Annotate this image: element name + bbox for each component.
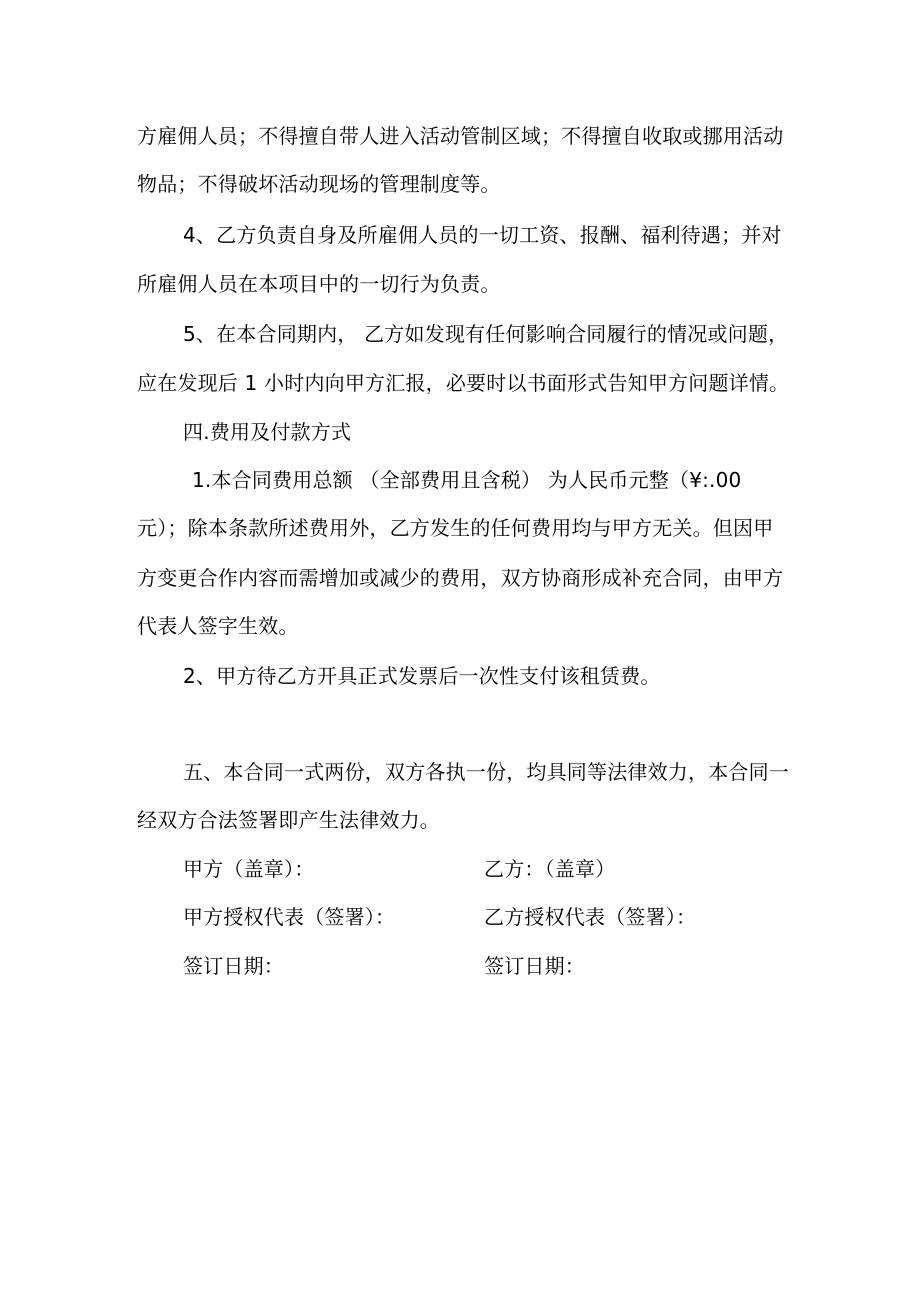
paragraph-line: 经双方合法签署即产生法律效力。 — [137, 808, 440, 832]
paragraph-line: 方雇佣人员；不得擅自带人进入活动管制区域；不得擅自收取或挪用活动 — [137, 124, 784, 148]
paragraph-line: 所雇佣人员在本项目中的一切行为负责。 — [137, 272, 501, 296]
paragraph-line: 应在发现后 1 小时内向甲方汇报，必要时以书面形式告知甲方问题详情。 — [137, 371, 790, 395]
party-a-rep-label: 甲方授权代表（签署）： — [183, 905, 396, 929]
clause-5-line: 5、在本合同期内， 乙方如发现有任何影响合同履行的情况或问题， — [183, 322, 789, 346]
party-b-rep-label: 乙方授权代表（签署）： — [484, 905, 697, 929]
clause-4-line: 4、乙方负责自身及所雇佣人员的一切工资、报酬、福利待遇；并对 — [183, 223, 782, 247]
party-a-date-label: 签订日期： — [183, 954, 284, 978]
paragraph-line: 代表人签字生效。 — [137, 614, 299, 638]
fee-clause-1-line: 1.本合同费用总额 （全部费用且含税） 为人民币元整（¥:.00 — [192, 468, 742, 492]
section-5-line: 五、本合同一式两份，双方各执一份，均具同等法律效力，本合同一 — [183, 760, 789, 784]
section-heading: 四.费用及付款方式 — [183, 420, 352, 444]
paragraph-line: 物品；不得破坏活动现场的管理制度等。 — [137, 172, 501, 196]
party-a-seal-label: 甲方（盖章）： — [183, 857, 315, 881]
paragraph-line: 方变更合作内容而需增加或减少的费用，双方协商形成补充合同，由甲方 — [137, 566, 784, 590]
party-b-seal-label: 乙方：（盖章） — [484, 857, 616, 881]
fee-clause-2-line: 2、甲方待乙方开具正式发票后一次性支付该租赁费。 — [183, 664, 661, 688]
party-b-date-label: 签订日期： — [484, 954, 585, 978]
paragraph-line: 元）；除本条款所述费用外，乙方发生的任何费用均与甲方无关。但因甲 — [137, 516, 774, 540]
